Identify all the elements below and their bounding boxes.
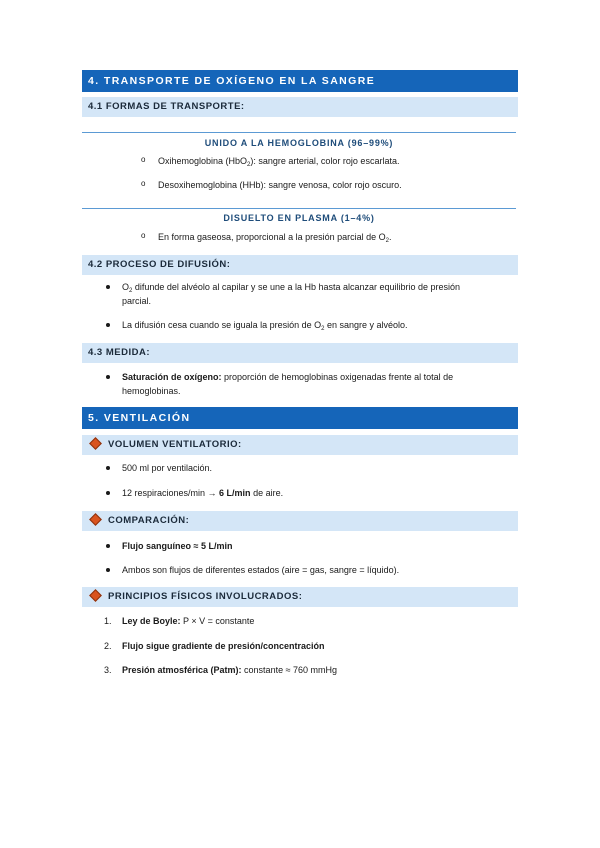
list-item-diffusion-stop: La difusión cesa cuando se iguala la presión de $O_2$ en sangre y alvéolo.	[122, 320, 408, 332]
bullet-dot-icon	[106, 491, 110, 495]
list-item-oxygen-saturation-continued: hemoglobinas.	[122, 386, 181, 396]
divider-rule	[82, 132, 516, 133]
subsection-4-2-header: 4.2 PROCESO DE DIFUSIÓN:	[82, 255, 518, 275]
bullet-dot-icon	[106, 568, 110, 572]
list-item-respiration-rate: 12 respiraciones/min → 6 L/min de aire.	[122, 488, 284, 498]
list-item-blood-flow: Flujo sanguíneo ≈ 5 L/min	[122, 541, 233, 551]
list-item-volume: 500 ml por ventilación.	[122, 463, 213, 473]
subsection-4-3-header: 4.3 MEDIDA:	[82, 343, 518, 363]
bullet-dot-icon	[106, 375, 110, 379]
bullet-dot-icon	[106, 285, 110, 289]
list-item-deoxyhemoglobin: Desoxihemoglobina (HHb): sangre venosa, color rojo oscuro.	[158, 180, 402, 190]
subsection-comparison-header: COMPARACIÓN:	[82, 511, 518, 531]
list-item-boyle-law: Ley de Boyle: P × V = constante	[122, 616, 255, 626]
section-4-header: 4. TRANSPORTE DE OXÍGENO EN LA SANGRE	[82, 70, 518, 92]
bullet-dot-icon	[106, 544, 110, 548]
orange-diamond-icon	[89, 589, 102, 602]
circle-bullet-icon: o	[141, 179, 146, 188]
circle-bullet-icon: o	[141, 155, 146, 164]
bullet-dot-icon	[106, 323, 110, 327]
list-item-oxygen-saturation: Saturación de oxígeno: proporción de hemoglobinas oxigenadas frente al total de	[122, 372, 454, 382]
list-number: 2.	[104, 641, 112, 651]
section-5-header: 5. VENTILACIÓN	[82, 407, 518, 429]
list-item-atmospheric-pressure: Presión atmosférica (Patm): constante ≈ 760 mmHg	[122, 665, 338, 675]
list-item-diffusion-continued: parcial.	[122, 296, 152, 306]
subsection-principles-header: PRINCIPIOS FÍSICOS INVOLUCRADOS:	[82, 587, 518, 607]
list-item-diffusion: $O_2$ difunde del alvéolo al capilar y se une a la Hb hasta alcanzar equilibrio de presión	[122, 282, 461, 294]
list-item-gaseous-form: En forma gaseosa, proporcional a la presión parcial de $O_2$.	[158, 232, 392, 244]
orange-diamond-icon	[89, 437, 102, 450]
subsection-volume-header: VOLUMEN VENTILATORIO:	[82, 435, 518, 455]
orange-diamond-icon	[89, 513, 102, 526]
circle-bullet-icon: o	[141, 231, 146, 240]
list-item-gradient-flow: Flujo sigue gradiente de presión/concentración	[122, 641, 325, 651]
subsection-4-1-header: 4.1 FORMAS DE TRANSPORTE:	[82, 97, 518, 117]
bullet-dot-icon	[106, 466, 110, 470]
bound-hemoglobin-heading: UNIDO A LA HEMOGLOBINA (96–99%)	[204, 138, 394, 148]
list-item-flow-states: Ambos son flujos de diferentes estados (aire = gas, sangre = líquido).	[122, 565, 400, 575]
dissolved-plasma-heading: DISUELTO EN PLASMA (1–4%)	[223, 213, 375, 223]
list-number: 3.	[104, 665, 112, 675]
divider-rule	[82, 208, 516, 209]
list-number: 1.	[104, 616, 112, 626]
list-item-oxyhemoglobin: Oxihemoglobina (HbO$_2$): sangre arterial, color rojo escarlata.	[158, 156, 400, 168]
